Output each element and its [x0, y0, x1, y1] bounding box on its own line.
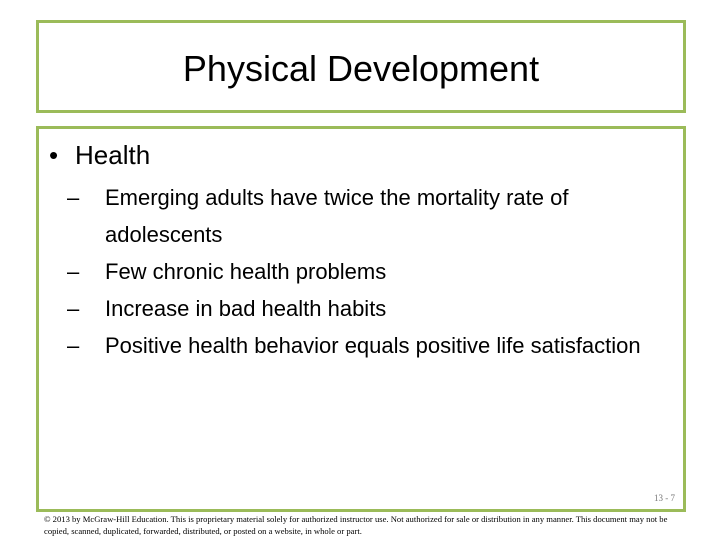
dash-marker: – — [67, 185, 80, 210]
sub-bullet-text: Positive health behavior equals positive life satisfaction — [105, 333, 641, 358]
sub-bullet-item — [67, 327, 667, 364]
sub-bullet-list — [67, 179, 667, 364]
sub-bullet-text: Emerging adults have twice the mortality rate of adolescents — [105, 185, 569, 247]
slide-number: 13 - 7 — [654, 493, 675, 503]
title-box — [36, 20, 686, 113]
sub-bullet-text: Increase in bad health habits — [105, 296, 387, 321]
content-box — [36, 126, 686, 512]
slide-title: Physical Development — [182, 47, 540, 89]
bullet-text: Health — [75, 140, 151, 170]
sub-bullet-text: Few chronic health problems — [105, 259, 387, 284]
sub-bullet-item — [67, 253, 667, 290]
sub-bullet-item — [67, 290, 667, 327]
sub-bullet-item — [67, 179, 667, 253]
dash-marker: – — [67, 333, 80, 358]
copyright-notice: © 2013 by McGraw-Hill Education. This is proprietary material solely for authorized instructor use. Not authorized for sale or distribution in any manner. This document may not be copied, scanned, duplicated, forwarded, distributed, or posted on a website, in whole or part. — [44, 514, 668, 536]
dash-marker: – — [67, 296, 80, 321]
bullet-marker: • — [49, 140, 59, 170]
dash-marker: – — [67, 259, 80, 284]
bullet-health — [49, 139, 150, 171]
